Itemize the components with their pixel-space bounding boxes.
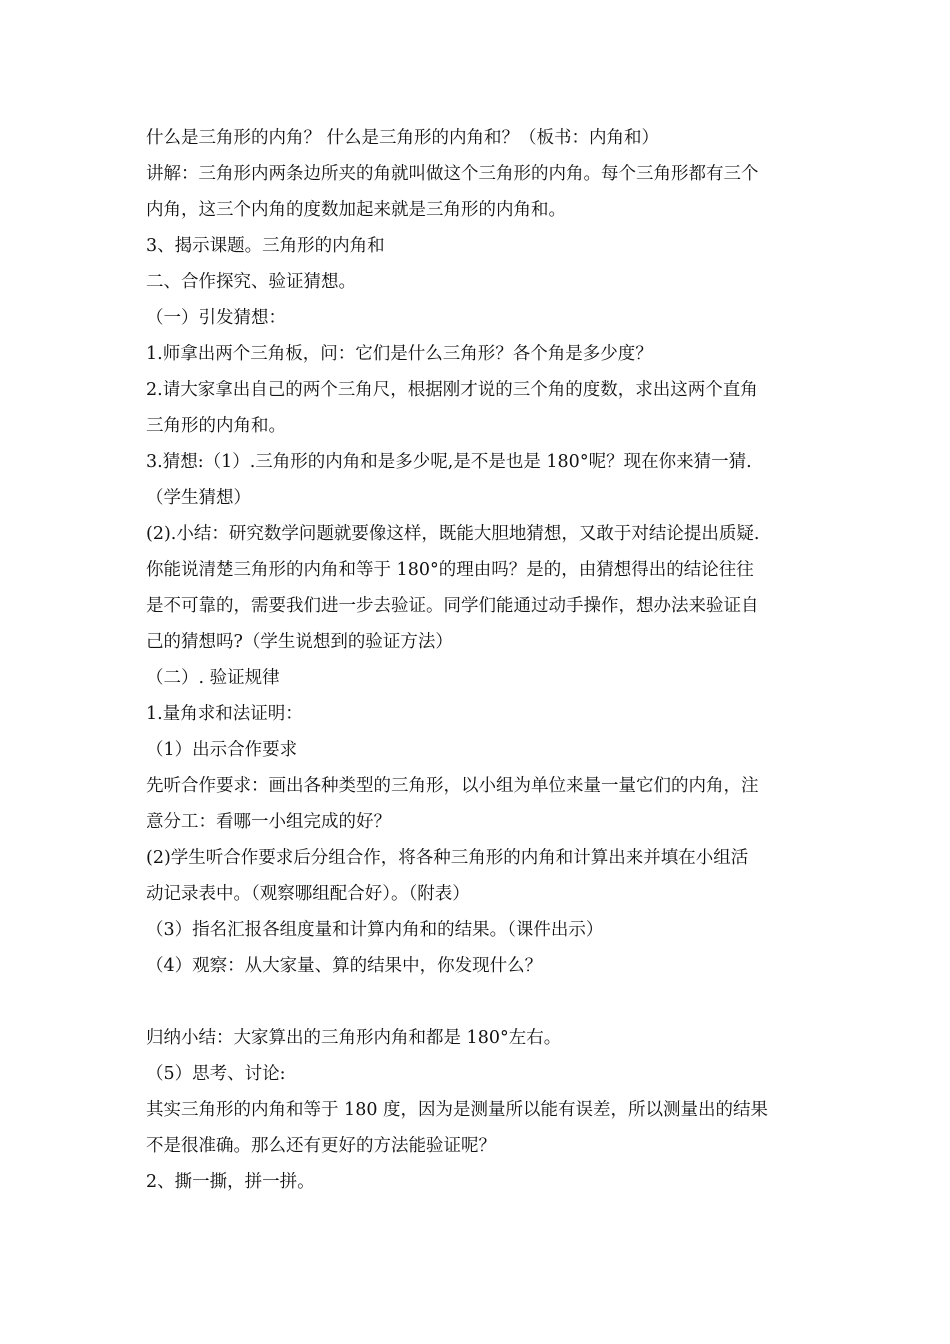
text-line: 二、合作探究、验证猜想。 [146,272,356,292]
text-line: 讲解：三角形内两条边所夹的角就叫做这个三角形的内角。每个三角形都有三个 [146,164,759,184]
text-line: 不是很准确。那么还有更好的方法能验证呢？ [146,1136,496,1156]
text-line: （1）出示合作要求 [146,740,298,760]
text-line: 1.量角求和法证明： [146,704,303,724]
text-line: 3、揭示课题。三角形的内角和 [146,236,385,256]
text-line: 三角形的内角和。 [146,416,286,436]
text-line: 先听合作要求：画出各种类型的三角形，以小组为单位来量一量它们的内角，注 [146,776,759,796]
text-line: 内角，这三个内角的度数加起来就是三角形的内角和。 [146,200,566,220]
text-line: 什么是三角形的内角？ 什么是三角形的内角和？（板书：内角和） [146,128,660,148]
text-line: 2、撕一撕，拼一拼。 [146,1172,315,1192]
text-line: 3.猜想:（1）.三角形的内角和是多少呢,是不是也是 180°呢？现在你来猜一猜. [146,452,752,472]
text-line: （3）指名汇报各组度量和计算内角和的结果。（课件出示） [146,920,604,940]
text-line: （一）引发猜想： [146,308,286,328]
text-line: (2).小结：研究数学问题就要像这样，既能大胆地猜想，又敢于对结论提出质疑. [146,524,760,544]
text-line: 1.师拿出两个三角板，问：它们是什么三角形？各个角是多少度？ [146,344,653,364]
text-line: 己的猜想吗?（学生说想到的验证方法） [146,632,453,652]
text-line: （二）. 验证规律 [146,668,280,688]
text-line: （5）思考、讨论: [146,1064,286,1084]
text-line: 意分工：看哪一小组完成的好？ [146,812,391,832]
text-line: 你能说清楚三角形的内角和等于 180°的理由吗？是的，由猜想得出的结论往往 [146,560,754,580]
text-line: 是不可靠的，需要我们进一步去验证。同学们能通过动手操作，想办法来验证自 [146,596,759,616]
text-line: 2.请大家拿出自己的两个三角尺，根据刚才说的三个角的度数，求出这两个直角 [146,380,758,400]
text-line: 归纳小结：大家算出的三角形内角和都是 180°左右。 [146,1028,562,1048]
text-line: 其实三角形的内角和等于 180 度，因为是测量所以能有误差，所以测量出的结果 [146,1100,769,1120]
text-line: （4）观察：从大家量、算的结果中，你发现什么？ [146,956,543,976]
text-line: 动记录表中。（观察哪组配合好）。（附表） [146,884,470,904]
text-line: （学生猜想） [146,488,251,508]
text-line: (2)学生听合作要求后分组合作，将各种三角形的内角和计算出来并填在小组活 [146,848,749,868]
